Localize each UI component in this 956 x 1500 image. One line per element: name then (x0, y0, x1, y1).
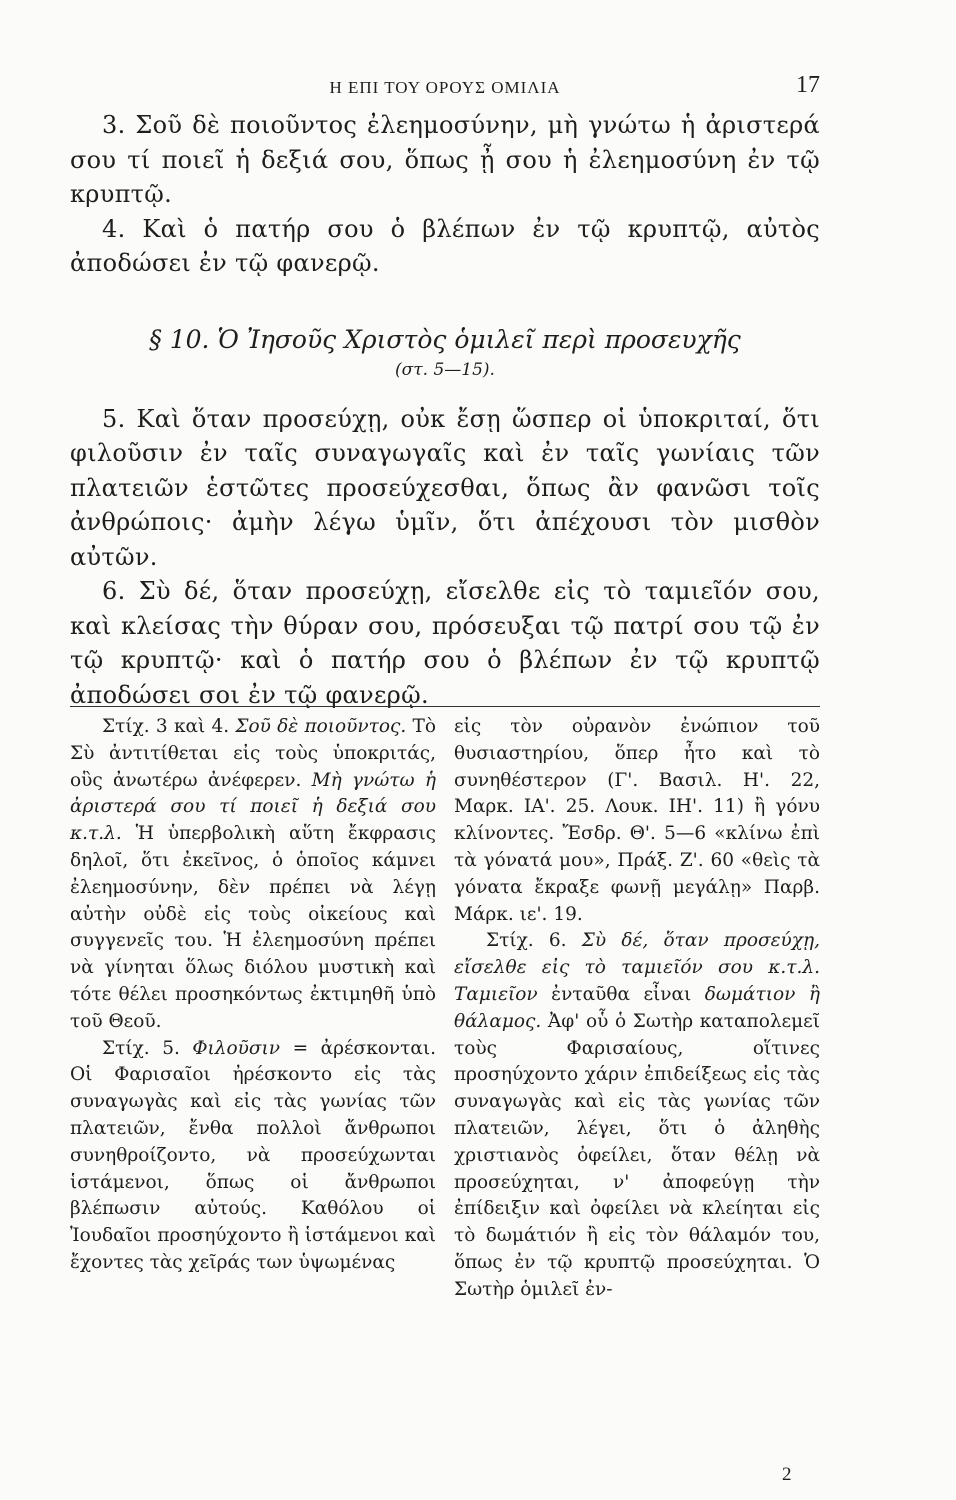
note-lemma: Μὴ γνώτω ἡ ἀριστερά σου τί ποιεῖ ἡ δεξιά σου κ.τ.λ. (70, 769, 436, 845)
page-header (70, 70, 820, 104)
note-lemma: Ταμιεῖον (454, 983, 538, 1005)
note-label: Στίχ. 6. (486, 930, 582, 952)
note-lemma: Σοῦ δὲ ποιοῦντος. (235, 716, 407, 737)
section-verse-range: (στ. 5—15). (395, 359, 495, 380)
main-text (70, 108, 820, 712)
note-verse-6 (454, 928, 820, 1303)
note-text: ἐνταῦθα εἶναι (537, 983, 705, 1005)
note-label: Στίχ. 5. (102, 1037, 193, 1059)
note-verse-5 (70, 1036, 436, 1277)
verse-5: 5. Καὶ ὅταν προσεύχῃ, οὐκ ἔσῃ ὥσπερ οἱ ὑποκριταί, ὅτι φιλοῦσιν ἐν ταῖς συναγωγαῖς καὶ ἐν ταῖς γωνίαις τῶν πλατειῶν ἑστῶτες προσεύχεσθαι, ὅπως ἂν φανῶσι τοῖς ἀνθρώποις· ἀμὴν λέγω ὑμῖν, ὅτι ἀπέχουσι τὸν μισθὸν αὐτῶν. (70, 404, 820, 571)
page-number: 17 (796, 72, 820, 98)
note-verse-5-continued: εἰς τὸν οὐρανὸν ἐνώπιον τοῦ θυσιαστηρίου, ὅπερ ἦτο καὶ τὸ συνηθέστερον (Γ'. Βασιλ. Η'. 22, Μαρκ. ΙΑ'. 25. Λουκ. ΙΗ'. 11) ἢ γόνυ κλίνοντες. Ἔσδρ. Θ'. 5—6 «κλίνω ἐπὶ τὰ γόνατά μου», Πράξ. Ζ'. 60 «θεὶς τὰ γόνατα ἔκραξε φωνῇ μεγάλῃ» Παρβ. Μάρκ. ιε'. 19. (454, 716, 820, 925)
note-lemma: δωμάτιον ἢ θάλαμος. (454, 983, 820, 1032)
commentary-right-column (454, 714, 820, 1304)
verse-4: 4. Καὶ ὁ πατήρ σου ὁ βλέπων ἐν τῷ κρυπτῷ, αὐτὸς ἀποδώσει ἐν τῷ φανερῷ. (70, 214, 820, 277)
note-lemma: Σὺ δέ, ὅταν προσεύχῃ, εἴσελθε εἰς τὸ ταμιεῖόν σου κ.τ.λ. (454, 930, 820, 979)
signature-mark: 2 (782, 1464, 792, 1485)
commentary-left-column (70, 714, 436, 1277)
footnote-divider (70, 706, 820, 707)
note-text: Τὸ Σὺ ἀντιτίθεται εἰς τοὺς ὑποκριτάς, οὓς ἀνωτέρω ἀνέφερεν. (70, 716, 436, 791)
note-text: = ἀρέσκονται. Οἱ Φαρισαῖοι ἠρέσκοντο εἰς τὰς συναγωγὰς καὶ εἰς τὰς γωνίας τῶν πλατειῶν, ἔνθα πολλοὶ ἄνθρωποι συνηθροίζοντο, νὰ προσεύχωνται ἱστάμενοι, ὅπως οἱ ἄνθρωποι βλέπωσιν αὐτούς. Καθόλου οἱ Ἰουδαῖοι προσηύχοντο ἢ ἱστάμενοι καὶ ἔχοντες τὰς χεῖράς των ὑψωμένας (70, 1037, 436, 1273)
note-lemma: Φιλοῦσιν (192, 1037, 281, 1059)
running-title: Η ΕΠΙ ΤΟΥ ΟΡΟΥΣ ΟΜΙΛΙΑ (329, 78, 561, 97)
note-text: Ἀφ' οὗ ὁ Σωτὴρ καταπολεμεῖ τοὺς Φαρισαίους, οἵτινες προσηύχοντο χάριν ἐπιδείξεως εἰς τὰς συναγωγὰς καὶ εἰς τὰς γωνίας τῶν πλατειῶν, λέγει, ὅτι ὁ ἀληθὴς χριστιανὸς ὀφείλει, ὅταν θέλῃ νὰ προσεύχηται, ν' ἀποφεύγῃ τὴν ἐπίδειξιν καὶ ὀφείλει νὰ κλείηται εἰς τὸ δωμάτιόν ἢ εἰς τὸν θάλαμόν του, ὅπως ἐν τῷ κρυπτῷ προσεύχηται. Ὁ Σωτὴρ ὁμιλεῖ ἐν- (454, 1010, 820, 1300)
note-text: Ἡ ὑπερβολικὴ αὕτη ἔκφρασις δηλοῖ, ὅτι ἐκεῖνος, ὁ ὁποῖος κάμνει ἐλεημοσύνην, δὲν πρέπει νὰ λέγῃ αὐτὴν οὐδὲ εἰς τοὺς οἰκείους καὶ συγγενεῖς του. Ἡ ἐλεημοσύνη πρέπει νὰ γίνηται ὅλως διόλου μυστικὴ καὶ τότε θέλει προσηκόντως ἐκτιμηθῆ ὑπὸ τοῦ Θεοῦ. (70, 823, 436, 1032)
note-verses-3-4 (70, 714, 436, 1036)
section-title: § 10. Ὁ Ἰησοῦς Χριστὸς ὁμιλεῖ περὶ προσευχῆς (149, 324, 741, 354)
note-label: Στίχ. 3 καὶ 4. (102, 716, 236, 737)
verse-3: 3. Σοῦ δὲ ποιοῦντος ἐλεημοσύνην, μὴ γνώτω ἡ ἀριστερά σου τί ποιεῖ ἡ δεξιά σου, ὅπως ᾖ σου ἡ ἐλεημοσύνη ἐν τῷ κρυπτῷ. (70, 111, 820, 208)
verse-6: 6. Σὺ δέ, ὅταν προσεύχῃ, εἴσελθε εἰς τὸ ταμιεῖόν σου, καὶ κλείσας τὴν θύραν σου, πρόσευξαι τῷ πατρί σου τῷ ἐν τῷ κρυπτῷ· καὶ ὁ πατήρ σου ὁ βλέπων ἐν τῷ κρυπτῷ ἀποδώσει σοι ἐν τῷ φανερῷ. (70, 577, 820, 709)
